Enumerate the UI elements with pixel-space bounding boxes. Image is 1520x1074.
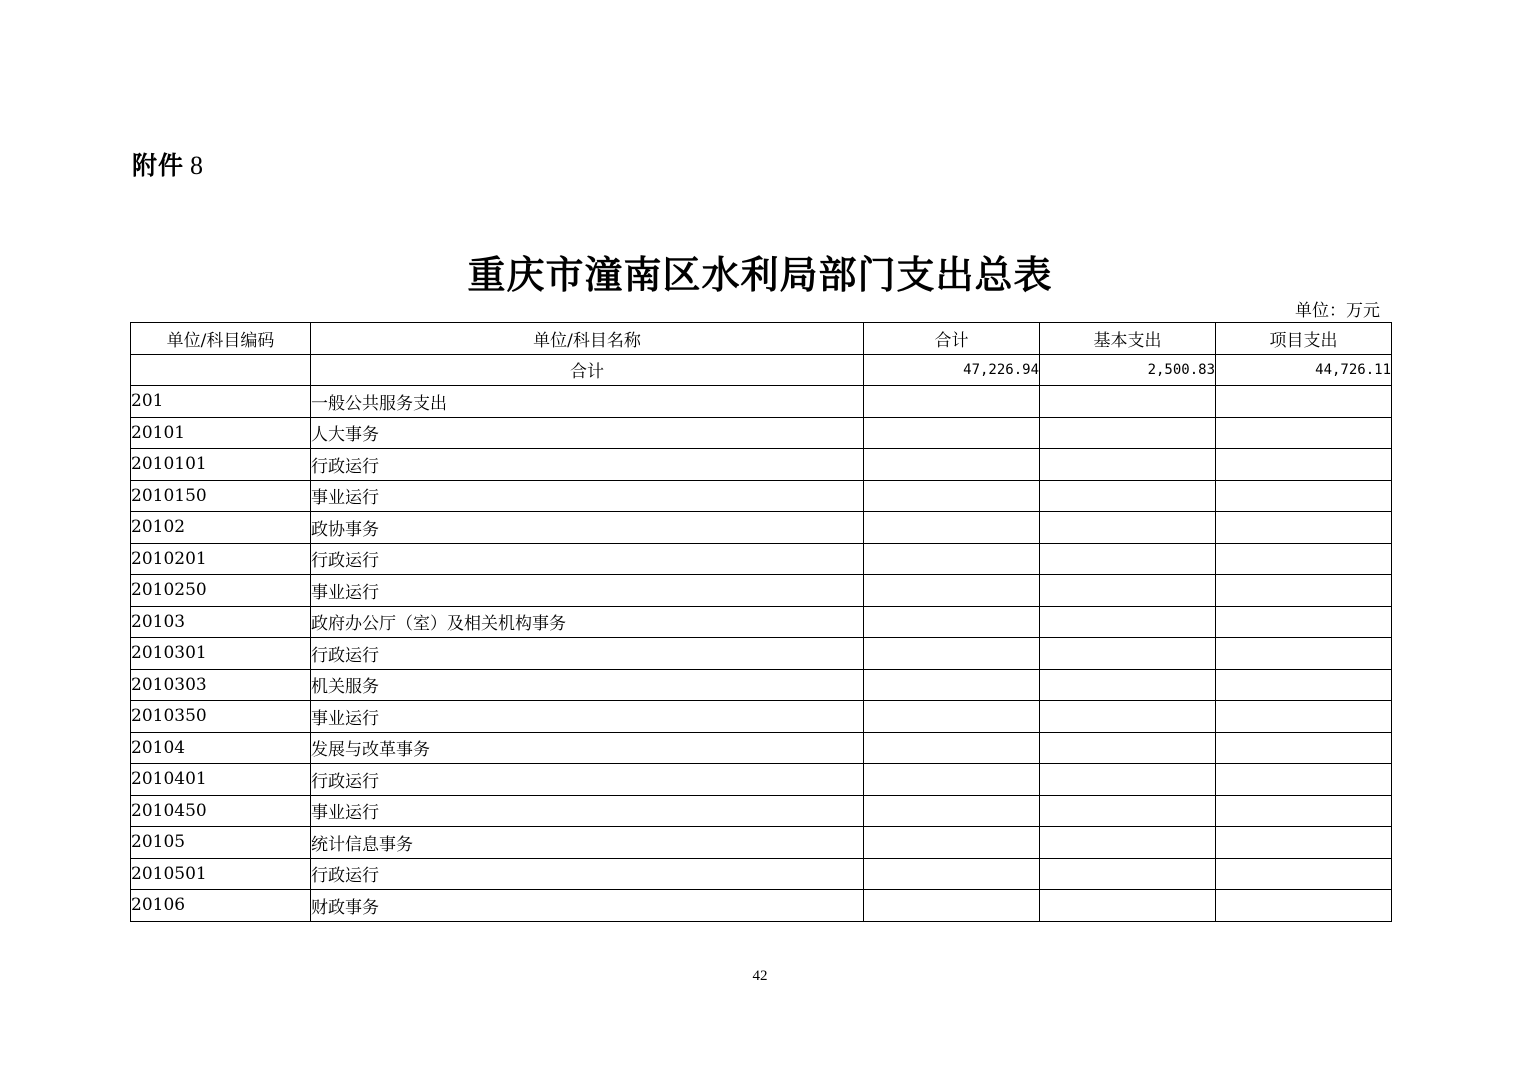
row-total xyxy=(864,858,1040,890)
row-code: 2010450 xyxy=(131,795,311,827)
row-code: 2010250 xyxy=(131,575,311,607)
row-basic xyxy=(1040,449,1216,481)
row-code: 2010350 xyxy=(131,701,311,733)
row-code: 20101 xyxy=(131,417,311,449)
row-total xyxy=(864,417,1040,449)
row-total xyxy=(864,543,1040,575)
table-header-row xyxy=(131,323,1392,355)
table-row xyxy=(131,732,1392,764)
row-basic xyxy=(1040,417,1216,449)
attachment-text: 附件 xyxy=(132,151,185,180)
row-total xyxy=(864,795,1040,827)
table-row xyxy=(131,890,1392,922)
table-row xyxy=(131,701,1392,733)
row-basic xyxy=(1040,669,1216,701)
header-total: 合计 xyxy=(864,323,1040,355)
row-name: 行政运行 xyxy=(311,858,864,890)
row-basic xyxy=(1040,386,1216,418)
total-project: 44,726.11 xyxy=(1216,354,1392,386)
row-project xyxy=(1216,417,1392,449)
row-name: 行政运行 xyxy=(311,449,864,481)
row-code: 2010150 xyxy=(131,480,311,512)
attachment-label xyxy=(132,146,204,182)
row-basic xyxy=(1040,543,1216,575)
page-number: 42 xyxy=(752,968,768,984)
row-code: 2010201 xyxy=(131,543,311,575)
row-code: 20104 xyxy=(131,732,311,764)
row-name: 人大事务 xyxy=(311,417,864,449)
row-name: 行政运行 xyxy=(311,638,864,670)
row-total xyxy=(864,575,1040,607)
row-total xyxy=(864,827,1040,859)
table-row xyxy=(131,386,1392,418)
row-project xyxy=(1216,512,1392,544)
row-code: 2010303 xyxy=(131,669,311,701)
table-row xyxy=(131,858,1392,890)
row-code: 20102 xyxy=(131,512,311,544)
row-total xyxy=(864,732,1040,764)
table-row xyxy=(131,638,1392,670)
row-project xyxy=(1216,575,1392,607)
row-code: 2010501 xyxy=(131,858,311,890)
row-basic xyxy=(1040,512,1216,544)
row-total xyxy=(864,449,1040,481)
row-basic xyxy=(1040,606,1216,638)
table-row xyxy=(131,480,1392,512)
row-basic xyxy=(1040,795,1216,827)
row-project xyxy=(1216,606,1392,638)
row-name: 发展与改革事务 xyxy=(311,732,864,764)
row-basic xyxy=(1040,575,1216,607)
page-title: 重庆市潼南区水利局部门支出总表 xyxy=(467,252,1053,297)
row-project xyxy=(1216,638,1392,670)
table-row xyxy=(131,417,1392,449)
row-name: 政府办公厅（室）及相关机构事务 xyxy=(311,606,864,638)
row-name: 事业运行 xyxy=(311,701,864,733)
row-project xyxy=(1216,449,1392,481)
row-code: 2010301 xyxy=(131,638,311,670)
row-project xyxy=(1216,669,1392,701)
row-name: 统计信息事务 xyxy=(311,827,864,859)
row-code: 20106 xyxy=(131,890,311,922)
table-row xyxy=(131,827,1392,859)
header-basic: 基本支出 xyxy=(1040,323,1216,355)
row-basic xyxy=(1040,480,1216,512)
row-project xyxy=(1216,795,1392,827)
row-total xyxy=(864,701,1040,733)
row-total xyxy=(864,480,1040,512)
row-basic xyxy=(1040,858,1216,890)
table-row xyxy=(131,795,1392,827)
row-project xyxy=(1216,764,1392,796)
total-total: 47,226.94 xyxy=(864,354,1040,386)
row-total xyxy=(864,669,1040,701)
row-total xyxy=(864,386,1040,418)
row-total xyxy=(864,606,1040,638)
total-code xyxy=(131,354,311,386)
row-code: 201 xyxy=(131,386,311,418)
row-code: 20105 xyxy=(131,827,311,859)
row-name: 行政运行 xyxy=(311,764,864,796)
table-row xyxy=(131,764,1392,796)
row-name: 事业运行 xyxy=(311,795,864,827)
row-code: 2010401 xyxy=(131,764,311,796)
table-row xyxy=(131,512,1392,544)
row-name: 财政事务 xyxy=(311,890,864,922)
row-name: 政协事务 xyxy=(311,512,864,544)
row-code: 2010101 xyxy=(131,449,311,481)
header-name: 单位/科目名称 xyxy=(311,323,864,355)
row-project xyxy=(1216,827,1392,859)
row-name: 事业运行 xyxy=(311,575,864,607)
row-project xyxy=(1216,543,1392,575)
row-name: 一般公共服务支出 xyxy=(311,386,864,418)
table-row xyxy=(131,449,1392,481)
row-total xyxy=(864,638,1040,670)
table-row xyxy=(131,669,1392,701)
row-project xyxy=(1216,480,1392,512)
row-basic xyxy=(1040,701,1216,733)
header-project: 项目支出 xyxy=(1216,323,1392,355)
table-row xyxy=(131,606,1392,638)
row-total xyxy=(864,890,1040,922)
row-name: 机关服务 xyxy=(311,669,864,701)
row-total xyxy=(864,512,1040,544)
table-row xyxy=(131,575,1392,607)
row-project xyxy=(1216,890,1392,922)
row-basic xyxy=(1040,638,1216,670)
row-project xyxy=(1216,732,1392,764)
row-total xyxy=(864,764,1040,796)
row-code: 20103 xyxy=(131,606,311,638)
expense-table xyxy=(130,322,1392,922)
row-basic xyxy=(1040,890,1216,922)
total-row xyxy=(131,354,1392,386)
row-basic xyxy=(1040,732,1216,764)
header-code: 单位/科目编码 xyxy=(131,323,311,355)
row-project xyxy=(1216,701,1392,733)
attachment-number: 8 xyxy=(190,151,205,180)
row-name: 行政运行 xyxy=(311,543,864,575)
unit-label: 单位：万元 xyxy=(1295,301,1380,321)
row-project xyxy=(1216,858,1392,890)
row-project xyxy=(1216,386,1392,418)
row-name: 事业运行 xyxy=(311,480,864,512)
table-row xyxy=(131,543,1392,575)
total-basic: 2,500.83 xyxy=(1040,354,1216,386)
total-name: 合计 xyxy=(311,354,864,386)
row-basic xyxy=(1040,827,1216,859)
row-basic xyxy=(1040,764,1216,796)
